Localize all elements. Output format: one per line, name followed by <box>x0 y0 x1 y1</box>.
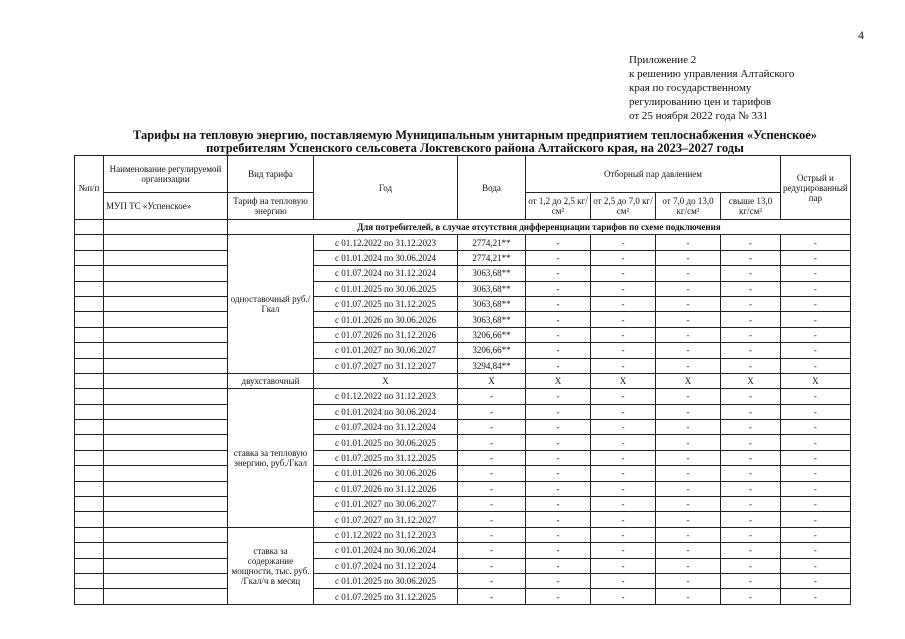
org-cell <box>104 296 228 311</box>
header-sharp-steam: Острый и редуцированный пар <box>781 156 851 220</box>
table-row <box>75 435 851 450</box>
dash-cell: - <box>656 450 721 465</box>
cross-cell: Х <box>526 373 591 388</box>
dash-cell: - <box>591 266 656 281</box>
period-cell: с 01.01.2024 по 30.06.2024 <box>314 250 458 265</box>
org-cell <box>104 481 228 496</box>
dash-cell: - <box>781 389 851 404</box>
num-cell <box>75 450 104 465</box>
num-cell <box>75 404 104 419</box>
dash-cell: - <box>721 296 781 311</box>
period-cell: с 01.12.2022 по 31.12.2023 <box>314 235 458 250</box>
num-cell <box>75 296 104 311</box>
num-cell <box>75 235 104 250</box>
period-cell: с 01.12.2022 по 31.12.2023 <box>314 527 458 542</box>
table-row <box>75 389 851 404</box>
period-cell: с 01.07.2024 по 31.12.2024 <box>314 266 458 281</box>
appendix-line: от 25 ноября 2022 года № 331 <box>629 110 768 122</box>
appendix-note <box>629 53 794 123</box>
cross-cell: Х <box>591 373 656 388</box>
dash-cell: - <box>458 450 526 465</box>
cross-cell: Х <box>458 373 526 388</box>
dash-cell: - <box>458 466 526 481</box>
dash-cell: - <box>721 481 781 496</box>
group-two-part: двухставочный <box>228 373 314 388</box>
dash-cell: - <box>526 558 591 573</box>
dash-cell: - <box>458 558 526 573</box>
dash-cell: - <box>656 466 721 481</box>
dash-cell: - <box>526 266 591 281</box>
dash-cell: - <box>526 358 591 373</box>
period-cell: с 01.01.2026 по 30.06.2026 <box>314 466 458 481</box>
header-pressure-4: свыше 13,0 кг/см² <box>721 193 781 220</box>
dash-cell: - <box>591 404 656 419</box>
period-cell: с 01.07.2025 по 31.12.2025 <box>314 589 458 604</box>
table-row <box>75 220 851 235</box>
dash-cell: - <box>781 420 851 435</box>
period-cell: с 01.12.2022 по 31.12.2023 <box>314 389 458 404</box>
dash-cell: - <box>656 573 721 588</box>
dash-cell: - <box>656 512 721 527</box>
water-value-cell: 3063,68** <box>458 266 526 281</box>
header-pressure-2: от 2,5 до 7,0 кг/см² <box>591 193 656 220</box>
dash-cell: - <box>591 497 656 512</box>
dash-cell: - <box>721 235 781 250</box>
header-org: Наименование регулируемой организации <box>104 156 228 193</box>
table-row <box>75 497 851 512</box>
dash-cell: - <box>458 435 526 450</box>
num-cell <box>75 466 104 481</box>
org-cell <box>104 235 228 250</box>
page-number: 4 <box>858 28 864 42</box>
dash-cell: - <box>721 450 781 465</box>
dash-cell: - <box>656 358 721 373</box>
org-cell <box>104 573 228 588</box>
dash-cell: - <box>721 250 781 265</box>
appendix-line: к решению управления Алтайского <box>629 68 795 80</box>
num-cell <box>75 281 104 296</box>
dash-cell: - <box>656 543 721 558</box>
dash-cell: - <box>458 497 526 512</box>
dash-cell: - <box>721 358 781 373</box>
org-cell <box>104 435 228 450</box>
dash-cell: - <box>781 296 851 311</box>
dash-cell: - <box>656 250 721 265</box>
dash-cell: - <box>781 235 851 250</box>
dash-cell: - <box>721 497 781 512</box>
dash-cell: - <box>656 327 721 342</box>
org-cell <box>104 558 228 573</box>
dash-cell: - <box>526 327 591 342</box>
dash-cell: - <box>591 327 656 342</box>
org-cell <box>104 343 228 358</box>
dash-cell: - <box>781 281 851 296</box>
dash-cell: - <box>526 435 591 450</box>
num-cell <box>75 358 104 373</box>
num-cell <box>75 435 104 450</box>
title-line-2: потребителям Успенского сельсовета Локтевского района Алтайского края, на 2023–2027 годы <box>206 141 744 155</box>
dash-cell: - <box>721 420 781 435</box>
dash-cell: - <box>721 435 781 450</box>
dash-cell: - <box>721 466 781 481</box>
dash-cell: - <box>781 589 851 604</box>
num-cell <box>75 497 104 512</box>
org-cell <box>104 266 228 281</box>
dash-cell: - <box>591 420 656 435</box>
dash-cell: - <box>781 312 851 327</box>
num-cell <box>75 250 104 265</box>
dash-cell: - <box>458 527 526 542</box>
dash-cell: - <box>656 312 721 327</box>
dash-cell: - <box>591 296 656 311</box>
dash-cell: - <box>526 312 591 327</box>
dash-cell: - <box>781 404 851 419</box>
dash-cell: - <box>721 343 781 358</box>
dash-cell: - <box>591 358 656 373</box>
dash-cell: - <box>656 589 721 604</box>
dash-cell: - <box>656 558 721 573</box>
water-value-cell: 2774,21** <box>458 250 526 265</box>
dash-cell: - <box>458 389 526 404</box>
period-cell: с 01.07.2025 по 31.12.2025 <box>314 296 458 311</box>
dash-cell: - <box>721 573 781 588</box>
num-cell <box>75 327 104 342</box>
period-cell: с 01.07.2024 по 31.12.2024 <box>314 420 458 435</box>
dash-cell: - <box>656 497 721 512</box>
table-row <box>75 481 851 496</box>
cross-cell: Х <box>781 373 851 388</box>
org-cell <box>104 527 228 542</box>
table-row <box>75 466 851 481</box>
dash-cell: - <box>781 466 851 481</box>
period-cell: с 01.01.2027 по 30.06.2027 <box>314 497 458 512</box>
water-value-cell: 3063,68** <box>458 312 526 327</box>
dash-cell: - <box>781 573 851 588</box>
dash-cell: - <box>656 235 721 250</box>
dash-cell: - <box>781 481 851 496</box>
dash-cell: - <box>781 543 851 558</box>
header-num: №п/п <box>75 156 104 220</box>
water-value-cell: 3294,84** <box>458 358 526 373</box>
dash-cell: - <box>526 573 591 588</box>
water-value-cell: 3206,66** <box>458 327 526 342</box>
period-cell: с 01.01.2025 по 30.06.2025 <box>314 281 458 296</box>
water-value-cell: 3206,66** <box>458 343 526 358</box>
dash-cell: - <box>526 450 591 465</box>
dash-cell: - <box>591 481 656 496</box>
table-row <box>75 527 851 542</box>
num-cell <box>75 527 104 542</box>
dash-cell: - <box>656 281 721 296</box>
num-cell <box>75 420 104 435</box>
dash-cell: - <box>721 281 781 296</box>
org-cell <box>104 466 228 481</box>
dash-cell: - <box>656 266 721 281</box>
table-row <box>75 573 851 588</box>
dash-cell: - <box>526 343 591 358</box>
num-cell <box>75 373 104 388</box>
org-cell <box>104 450 228 465</box>
dash-cell: - <box>526 497 591 512</box>
org-cell <box>104 358 228 373</box>
org-cell <box>104 589 228 604</box>
dash-cell: - <box>526 250 591 265</box>
dash-cell: - <box>656 481 721 496</box>
dash-cell: - <box>721 404 781 419</box>
header-pressure-1: от 1,2 до 2,5 кг/см² <box>526 193 591 220</box>
dash-cell: - <box>591 527 656 542</box>
dash-cell: - <box>591 312 656 327</box>
dash-cell: - <box>721 389 781 404</box>
dash-cell: - <box>591 389 656 404</box>
num-cell <box>75 389 104 404</box>
dash-cell: - <box>656 343 721 358</box>
table-row <box>75 512 851 527</box>
num-cell <box>75 573 104 588</box>
table-row <box>75 343 851 358</box>
dash-cell: - <box>458 481 526 496</box>
group-rate-energy: ставка за тепловую энергию, руб./Гкал <box>228 389 314 528</box>
dash-cell: - <box>781 497 851 512</box>
dash-cell: - <box>591 235 656 250</box>
org-cell <box>104 512 228 527</box>
dash-cell: - <box>458 512 526 527</box>
dash-cell: - <box>458 573 526 588</box>
table-row <box>75 235 851 250</box>
header-pressure-3: от 7,0 до 13,0 кг/см² <box>656 193 721 220</box>
dash-cell: - <box>591 512 656 527</box>
dash-cell: - <box>656 389 721 404</box>
table-row <box>75 358 851 373</box>
header-year: Год <box>314 156 458 220</box>
tariff-table <box>74 155 851 605</box>
dash-cell: - <box>526 296 591 311</box>
table-row <box>75 266 851 281</box>
dash-cell: - <box>526 235 591 250</box>
table-row <box>75 327 851 342</box>
period-cell: с 01.07.2027 по 31.12.2027 <box>314 358 458 373</box>
dash-cell: - <box>781 358 851 373</box>
org-cell <box>104 312 228 327</box>
dash-cell: - <box>781 343 851 358</box>
dash-cell: - <box>721 543 781 558</box>
dash-cell: - <box>656 420 721 435</box>
org-cell <box>104 327 228 342</box>
appendix-line: Приложение 2 <box>629 54 697 66</box>
num-cell <box>75 312 104 327</box>
num-cell <box>75 512 104 527</box>
org-name: МУП ТС «Успенское» <box>104 193 228 220</box>
header-row <box>75 156 851 193</box>
table-row <box>75 281 851 296</box>
org-cell <box>104 373 228 388</box>
dash-cell: - <box>591 343 656 358</box>
cross-cell: Х <box>721 373 781 388</box>
dash-cell: - <box>526 543 591 558</box>
title-line-1: Тарифы на тепловую энергию, поставляемую Муниципальным унитарным предприятием теплоснабжения «Успенское» <box>132 128 818 142</box>
dash-cell: - <box>591 573 656 588</box>
org-cell <box>104 420 228 435</box>
num-cell <box>75 558 104 573</box>
org-cell <box>104 250 228 265</box>
table-row <box>75 420 851 435</box>
num-cell <box>75 266 104 281</box>
dash-cell: - <box>721 312 781 327</box>
dash-cell: - <box>526 481 591 496</box>
dash-cell: - <box>781 450 851 465</box>
dash-cell: - <box>591 450 656 465</box>
group-rate-capacity: ставка за содержание мощности, тыс. руб. /Гкал/ч в месяц <box>228 527 314 604</box>
dash-cell: - <box>591 558 656 573</box>
dash-cell: - <box>591 589 656 604</box>
period-cell: с 01.01.2024 по 30.06.2024 <box>314 543 458 558</box>
dash-cell: - <box>656 527 721 542</box>
dash-cell: - <box>721 327 781 342</box>
period-cell: с 01.07.2026 по 31.12.2026 <box>314 481 458 496</box>
header-steam: Отборный пар давлением <box>526 156 781 193</box>
dash-cell: - <box>591 250 656 265</box>
period-cell: с 01.07.2026 по 31.12.2026 <box>314 327 458 342</box>
table-row <box>75 543 851 558</box>
dash-cell: - <box>721 527 781 542</box>
dash-cell: - <box>781 435 851 450</box>
table-row <box>75 250 851 265</box>
org-cell <box>104 220 228 235</box>
org-cell <box>104 404 228 419</box>
num-cell <box>75 481 104 496</box>
dash-cell: - <box>781 512 851 527</box>
table-row <box>75 450 851 465</box>
dash-cell: - <box>526 389 591 404</box>
dash-cell: - <box>591 435 656 450</box>
section-label: Для потребителей, в случае отсутствия дифференциации тарифов по схеме подключения <box>228 220 851 235</box>
cross-cell: Х <box>656 373 721 388</box>
org-cell <box>104 497 228 512</box>
cross-cell: Х <box>314 373 458 388</box>
dash-cell: - <box>458 404 526 419</box>
dash-cell: - <box>721 266 781 281</box>
dash-cell: - <box>721 512 781 527</box>
tariff-type-label: Тариф на тепловую энергию <box>228 193 314 220</box>
period-cell: с 01.01.2025 по 30.06.2025 <box>314 435 458 450</box>
header-type: Вид тарифа <box>228 156 314 193</box>
water-value-cell: 3063,68** <box>458 281 526 296</box>
document-title <box>80 129 870 155</box>
dash-cell: - <box>781 327 851 342</box>
dash-cell: - <box>591 543 656 558</box>
header-water: Вода <box>458 156 526 220</box>
dash-cell: - <box>526 466 591 481</box>
table-row <box>75 373 851 388</box>
dash-cell: - <box>591 281 656 296</box>
water-value-cell: 3063,68** <box>458 296 526 311</box>
water-value-cell: 2774,21** <box>458 235 526 250</box>
period-cell: с 01.07.2027 по 31.12.2027 <box>314 512 458 527</box>
table-row <box>75 558 851 573</box>
dash-cell: - <box>526 527 591 542</box>
group-one-part: одноставочный руб./Гкал <box>228 235 314 374</box>
appendix-line: регулированию цен и тарифов <box>629 96 772 108</box>
dash-cell: - <box>656 404 721 419</box>
period-cell: с 01.01.2027 по 30.06.2027 <box>314 343 458 358</box>
num-cell <box>75 543 104 558</box>
dash-cell: - <box>458 420 526 435</box>
period-cell: с 01.01.2025 по 30.06.2025 <box>314 573 458 588</box>
dash-cell: - <box>781 558 851 573</box>
dash-cell: - <box>526 281 591 296</box>
period-cell: с 01.01.2026 по 30.06.2026 <box>314 312 458 327</box>
num-cell <box>75 589 104 604</box>
dash-cell: - <box>781 250 851 265</box>
org-cell <box>104 281 228 296</box>
num-cell <box>75 343 104 358</box>
dash-cell: - <box>526 420 591 435</box>
org-cell <box>104 389 228 404</box>
period-cell: с 01.07.2025 по 31.12.2025 <box>314 450 458 465</box>
table-row <box>75 404 851 419</box>
table-row <box>75 296 851 311</box>
dash-cell: - <box>458 543 526 558</box>
org-cell <box>104 543 228 558</box>
table-body <box>75 156 851 605</box>
period-cell: с 01.01.2024 по 30.06.2024 <box>314 404 458 419</box>
dash-cell: - <box>591 466 656 481</box>
table-row <box>75 589 851 604</box>
dash-cell: - <box>526 589 591 604</box>
appendix-line: края по государственному <box>629 82 752 94</box>
dash-cell: - <box>781 266 851 281</box>
dash-cell: - <box>721 558 781 573</box>
dash-cell: - <box>526 512 591 527</box>
dash-cell: - <box>656 296 721 311</box>
period-cell: с 01.07.2024 по 31.12.2024 <box>314 558 458 573</box>
table-row <box>75 312 851 327</box>
num-cell <box>75 220 104 235</box>
dash-cell: - <box>656 435 721 450</box>
dash-cell: - <box>526 404 591 419</box>
dash-cell: - <box>781 527 851 542</box>
dash-cell: - <box>458 589 526 604</box>
dash-cell: - <box>721 589 781 604</box>
